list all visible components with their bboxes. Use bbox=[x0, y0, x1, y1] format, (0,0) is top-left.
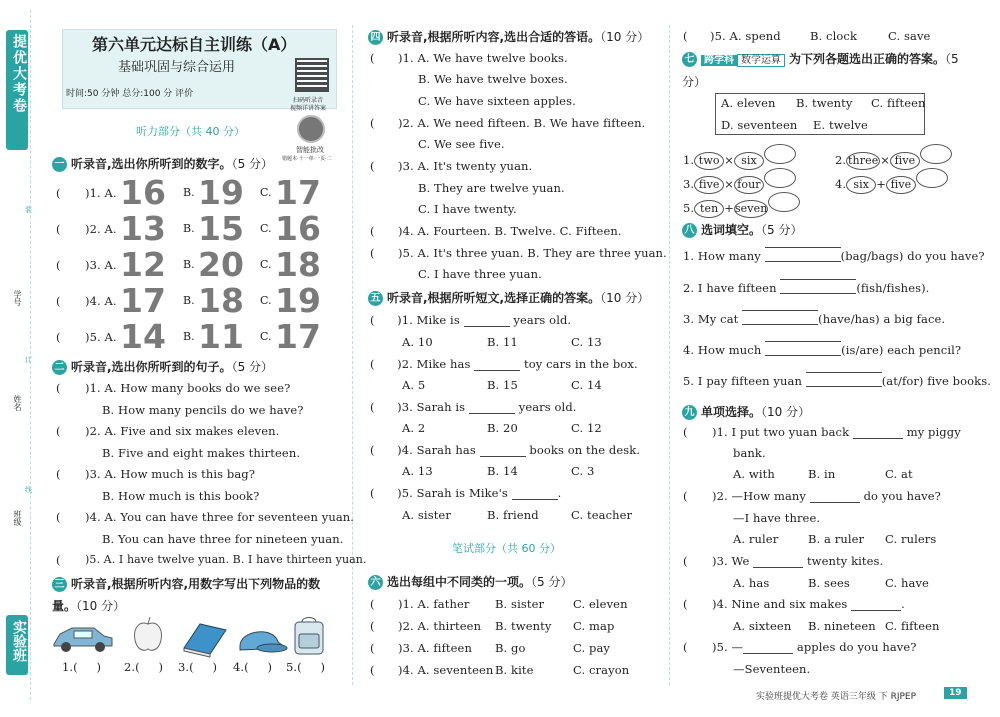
q1-label-b: B. bbox=[183, 186, 195, 199]
q5-number: )5. A. bbox=[85, 330, 117, 344]
s6-paren-3[interactable]: ( bbox=[370, 641, 375, 655]
q4-option-c[interactable]: 19 bbox=[275, 281, 321, 320]
exam-meta: 时间:50 分钟 总分:100 分 评价 bbox=[66, 89, 194, 99]
s5-q3[interactable] bbox=[370, 400, 577, 414]
s3-item-2[interactable] bbox=[124, 660, 163, 674]
section-9-text: 单项选择。 bbox=[701, 405, 762, 419]
section-8-text: 选词填空。 bbox=[701, 223, 762, 237]
eq4-op: + bbox=[876, 177, 886, 191]
s9-paren-5[interactable]: ( bbox=[683, 640, 688, 654]
s5-q1-text-2: years old. bbox=[513, 313, 572, 327]
s9-q3[interactable] bbox=[712, 554, 883, 568]
s9-q1-cont: bank. bbox=[733, 446, 766, 460]
page-title: 第六单元达标自主训练（A） bbox=[92, 35, 297, 54]
section-7-text: 为下列各题选出正确的答案。 bbox=[789, 52, 946, 66]
s6-q3-c[interactable]: C. pay bbox=[573, 641, 611, 655]
s3-item-4-close: ) bbox=[267, 660, 273, 674]
s9-q3-c[interactable]: C. have bbox=[885, 576, 929, 590]
q5-label-c: C. bbox=[260, 330, 272, 343]
s5-q3-text-2: years old. bbox=[518, 400, 577, 414]
s8-l3-a: 3. My cat bbox=[683, 312, 739, 326]
q4-label-b: B. bbox=[183, 294, 195, 307]
section-8-points: （5 分） bbox=[761, 223, 803, 237]
s8-line-3[interactable] bbox=[683, 312, 945, 326]
section-7-tag-2: 数学运算 bbox=[737, 54, 785, 67]
q1-option-a[interactable]: 16 bbox=[120, 173, 166, 212]
s5-q3-paren: ( bbox=[370, 400, 375, 414]
q1-option-c[interactable]: 17 bbox=[275, 173, 321, 212]
s6-q1-c[interactable]: C. eleven bbox=[573, 597, 628, 611]
side-field-name: 姓名 bbox=[13, 395, 22, 411]
s8-l2-b: (fish/fishes). bbox=[856, 281, 930, 295]
option-a: A. eleven bbox=[721, 96, 776, 110]
eq1-y: six bbox=[734, 152, 764, 170]
s6-paren-2[interactable]: ( bbox=[370, 619, 375, 633]
eq4-answer[interactable] bbox=[916, 168, 948, 188]
section-1-title bbox=[52, 155, 273, 172]
s5-q5-c[interactable]: C. teacher bbox=[571, 508, 633, 522]
s9-paren-1[interactable]: ( bbox=[683, 425, 688, 439]
s5-q4-text-2: books on the desk. bbox=[529, 443, 641, 457]
q2-option-c[interactable]: 16 bbox=[275, 209, 321, 248]
q1-number: )1. A. bbox=[85, 186, 117, 200]
section-4-title bbox=[368, 28, 649, 45]
s9-q5-cont: —Seventeen. bbox=[733, 662, 811, 676]
s9-q4-c[interactable]: C. fifteen bbox=[885, 619, 940, 633]
eq3-y: four bbox=[734, 176, 764, 194]
q4-label-c: C. bbox=[260, 294, 272, 307]
s5-q5[interactable] bbox=[370, 486, 561, 500]
q3-label-c: C. bbox=[260, 258, 272, 271]
s6-q5-c[interactable]: C. save bbox=[888, 29, 931, 43]
eq5-num: 5. bbox=[683, 201, 695, 215]
apple-picture bbox=[132, 616, 164, 658]
q4-paren[interactable]: ( bbox=[56, 294, 61, 308]
s6-q5-a[interactable]: )5. A. spend bbox=[710, 29, 781, 43]
s2-line-5[interactable]: )3. A. How much is this bag? bbox=[85, 467, 256, 481]
s9-q1-text: )1. I put two yuan back bbox=[712, 425, 850, 439]
s2-line-4[interactable]: B. Five and eight makes thirteen. bbox=[102, 446, 301, 460]
s5-q5-text: )5. Sarah is Mike's bbox=[397, 486, 508, 500]
q2-label-b: B. bbox=[183, 222, 195, 235]
s6-paren-1[interactable]: ( bbox=[370, 597, 375, 611]
s6-q1-a[interactable]: )1. A. father bbox=[398, 597, 470, 611]
s6-q4-a[interactable]: )4. A. seventeen bbox=[398, 663, 494, 677]
section-4-points: （10 分） bbox=[600, 30, 650, 44]
s6-q4-c[interactable]: C. crayon bbox=[573, 663, 630, 677]
s5-q1-paren: ( bbox=[370, 313, 375, 327]
s5-q5-text-2: . bbox=[557, 486, 562, 500]
s5-q2-a[interactable]: A. 5 bbox=[402, 378, 426, 392]
smart-grading-label: 智能批改 bbox=[296, 146, 324, 154]
s6-paren-4[interactable]: ( bbox=[370, 663, 375, 677]
column-divider-2 bbox=[669, 25, 670, 685]
q3-option-a[interactable]: 12 bbox=[120, 245, 166, 284]
s5-q1-text: )1. Mike is bbox=[397, 313, 460, 327]
s9-paren-3[interactable]: ( bbox=[683, 554, 688, 568]
s3-item-2-label: 2.( bbox=[124, 660, 140, 674]
section-5-text: 听录音,根据所听短文,选择正确的答案。 bbox=[387, 291, 601, 305]
section-1-text: 听录音,选出你所听到的数字。 bbox=[71, 157, 232, 171]
eq3-x: five bbox=[694, 176, 724, 194]
section-1-points: （5 分） bbox=[231, 157, 274, 171]
s2-paren-2[interactable]: ( bbox=[56, 424, 61, 438]
s3-item-5[interactable] bbox=[286, 660, 325, 674]
section-5-number: 五 bbox=[368, 291, 383, 306]
s9-q4-text-2: . bbox=[901, 597, 905, 611]
s6-q3-a[interactable]: )3. A. fifteen bbox=[398, 641, 472, 655]
q1-paren[interactable]: ( bbox=[56, 186, 61, 200]
side-field-number: 学号 bbox=[13, 290, 22, 306]
s4-paren-3[interactable]: ( bbox=[370, 159, 375, 173]
cap-picture bbox=[234, 622, 288, 660]
section-2-title bbox=[52, 358, 273, 375]
eq2-x: three bbox=[846, 152, 880, 170]
section-4-number: 四 bbox=[368, 30, 383, 45]
side-field-class: 班级 bbox=[13, 510, 22, 526]
q1-label-c: C. bbox=[260, 186, 272, 199]
section-9-number: 九 bbox=[682, 405, 697, 420]
q3-label-b: B. bbox=[183, 258, 195, 271]
section-8-title bbox=[682, 221, 802, 238]
q5-option-c[interactable]: 17 bbox=[275, 317, 321, 356]
s8-l1-a: 1. How many bbox=[683, 249, 761, 263]
section-3-title bbox=[52, 575, 320, 592]
s2-paren-3[interactable]: ( bbox=[56, 467, 61, 481]
footer-text: 实验班提优大考卷 英语三年级 下 RJPEP bbox=[756, 692, 917, 702]
s2-paren-5[interactable]: ( bbox=[56, 553, 61, 567]
q1-option-b[interactable]: 19 bbox=[198, 173, 244, 212]
s2-line-6[interactable]: B. How much is this book? bbox=[102, 489, 260, 503]
s8-line-5[interactable] bbox=[683, 374, 991, 388]
written-header: 笔试部分（共 60 分） bbox=[452, 542, 561, 555]
s4-paren-1[interactable]: ( bbox=[370, 51, 375, 65]
s3-item-5-close: ) bbox=[320, 660, 326, 674]
section-9-points: （10 分） bbox=[761, 405, 811, 419]
option-b: B. twenty bbox=[796, 96, 853, 110]
s3-item-5-label: 5.( bbox=[286, 660, 302, 674]
s5-q3-a[interactable]: A. 2 bbox=[402, 421, 426, 435]
s4-line-6[interactable]: )3. A. It's twenty yuan. bbox=[398, 159, 533, 173]
q5-option-b[interactable]: 11 bbox=[198, 317, 244, 356]
q5-label-b: B. bbox=[183, 330, 195, 343]
s9-q1-text-2: my piggy bbox=[906, 425, 961, 439]
s4-line-7[interactable]: B. They are twelve yuan. bbox=[418, 181, 565, 195]
section-2-text: 听录音,选出你所听到的句子。 bbox=[71, 360, 232, 374]
q5-option-a[interactable]: 14 bbox=[120, 317, 166, 356]
section-3-text-2: 量。 bbox=[52, 599, 77, 613]
s6-paren-5[interactable]: ( bbox=[683, 29, 688, 43]
s5-q4-text: )4. Sarah has bbox=[397, 443, 476, 457]
s5-q4[interactable] bbox=[370, 443, 640, 457]
schoolbag-picture bbox=[290, 616, 328, 660]
s5-q2-text: )2. Mike has bbox=[397, 357, 471, 371]
eq4-num: 4. bbox=[835, 177, 847, 191]
s5-q2-text-2: toy cars in the box. bbox=[524, 357, 638, 371]
equation-1 bbox=[683, 144, 796, 170]
s5-q4-c[interactable]: C. 3 bbox=[571, 464, 595, 478]
s3-item-4[interactable] bbox=[233, 660, 272, 674]
s5-q2[interactable] bbox=[370, 357, 638, 371]
s9-q4-text: )4. Nine and six makes bbox=[712, 597, 848, 611]
q2-number: )2. A. bbox=[85, 222, 117, 236]
section-2-number: 二 bbox=[52, 360, 67, 375]
option-d: D. seventeen bbox=[721, 118, 798, 132]
s8-line-2[interactable] bbox=[683, 281, 929, 295]
s2-line-2[interactable]: B. How many pencils do we have? bbox=[102, 403, 304, 417]
eq5-x: ten bbox=[694, 200, 724, 218]
section-8-number: 八 bbox=[682, 223, 697, 238]
s5-q5-paren: ( bbox=[370, 486, 375, 500]
s8-line-4[interactable] bbox=[683, 343, 961, 357]
s2-line-3[interactable]: )2. A. Five and six makes eleven. bbox=[85, 424, 280, 438]
section-2-points: （5 分） bbox=[231, 360, 274, 374]
s5-q4-b[interactable]: B. 14 bbox=[487, 464, 518, 478]
s2-line-8[interactable]: B. You can have three for nineteen yuan. bbox=[102, 532, 344, 546]
s5-q1[interactable] bbox=[370, 313, 571, 327]
section-6-points: （5 分） bbox=[531, 575, 573, 589]
section-5-points: （10 分） bbox=[600, 291, 650, 305]
section-3-title-cont bbox=[52, 597, 125, 614]
equation-5 bbox=[683, 192, 800, 218]
s4-line-11[interactable]: C. I have three yuan. bbox=[418, 267, 542, 281]
eq5-y: seven bbox=[734, 200, 768, 218]
eq1-answer[interactable] bbox=[764, 144, 796, 164]
side-mark-3: 线 bbox=[25, 486, 32, 494]
s9-q2-b[interactable]: B. a ruler bbox=[808, 532, 865, 546]
s4-line-4[interactable]: )2. A. We need fifteen. B. We have fifteen. bbox=[398, 116, 646, 130]
s2-paren-1[interactable]: ( bbox=[56, 381, 61, 395]
side-brand-text: 提优大考卷 bbox=[11, 34, 27, 114]
s3-item-2-close: ) bbox=[158, 660, 164, 674]
s5-q5-b[interactable]: B. friend bbox=[487, 508, 539, 522]
s2-line-9[interactable]: )5. A. I have twelve yuan. B. I have thirteen yuan. bbox=[85, 553, 367, 566]
s5-q3-text: )3. Sarah is bbox=[397, 400, 466, 414]
s2-paren-4[interactable]: ( bbox=[56, 510, 61, 524]
s4-line-3[interactable]: C. We have sixteen apples. bbox=[418, 94, 576, 108]
smart-grading-icon bbox=[297, 115, 325, 143]
s6-q4-b[interactable]: B. kite bbox=[495, 663, 534, 677]
s3-item-1-label: 1.( bbox=[62, 660, 78, 674]
equation-3 bbox=[683, 168, 796, 194]
eq1-op: × bbox=[724, 153, 734, 167]
s5-q5-a[interactable]: A. sister bbox=[402, 508, 451, 522]
side-bottom-brand: 实验班 bbox=[11, 620, 27, 662]
s5-q1-b[interactable]: B. 11 bbox=[487, 335, 518, 349]
s9-q3-text: )3. We bbox=[712, 554, 750, 568]
q5-paren[interactable]: ( bbox=[56, 330, 61, 344]
q3-option-b[interactable]: 20 bbox=[198, 245, 244, 284]
s9-q5-text: )5. — bbox=[712, 640, 744, 654]
s6-q2-b[interactable]: B. twenty bbox=[495, 619, 552, 633]
q3-paren[interactable]: ( bbox=[56, 258, 61, 272]
s5-q4-paren: ( bbox=[370, 443, 375, 457]
s8-l5-a: 5. I pay fifteen yuan bbox=[683, 374, 802, 388]
s9-q5-text-2: apples do you have? bbox=[796, 640, 917, 654]
s4-paren-5[interactable]: ( bbox=[370, 246, 375, 260]
s3-item-1-close: ) bbox=[96, 660, 102, 674]
column-divider-1 bbox=[352, 25, 353, 685]
eq3-op: × bbox=[724, 177, 734, 191]
s9-q2-cont: —I have three. bbox=[733, 511, 821, 525]
s5-q1-c[interactable]: C. 13 bbox=[571, 335, 602, 349]
side-cut-line bbox=[30, 10, 31, 700]
eq3-num: 3. bbox=[683, 177, 695, 191]
s9-q2[interactable] bbox=[712, 489, 941, 503]
side-mark-2: 订 bbox=[25, 356, 32, 364]
equation-2 bbox=[835, 144, 952, 170]
s6-q1-b[interactable]: B. sister bbox=[495, 597, 545, 611]
s4-line-2[interactable]: B. We have twelve boxes. bbox=[418, 72, 568, 86]
section-7-title bbox=[682, 50, 959, 67]
eq3-answer[interactable] bbox=[764, 168, 796, 188]
section-7-number: 七 bbox=[682, 52, 697, 67]
s9-paren-2[interactable]: ( bbox=[683, 489, 688, 503]
eq2-answer[interactable] bbox=[920, 144, 952, 164]
s9-q3-a[interactable]: A. has bbox=[733, 576, 770, 590]
s6-q2-a[interactable]: )2. A. thirteen bbox=[398, 619, 482, 633]
section-7-tag: 跨学科 bbox=[701, 55, 737, 66]
s9-q3-b[interactable]: B. sees bbox=[808, 576, 850, 590]
page-subtitle: 基础巩固与综合运用 bbox=[118, 60, 236, 75]
s3-item-3-close: ) bbox=[212, 660, 218, 674]
eq2-y: five bbox=[890, 152, 920, 170]
eq4-x: six bbox=[846, 176, 876, 194]
s5-q1-a[interactable]: A. 10 bbox=[402, 335, 433, 349]
book-picture bbox=[180, 618, 230, 662]
s6-q3-b[interactable]: B. go bbox=[495, 641, 526, 655]
s3-item-4-label: 4.( bbox=[233, 660, 249, 674]
eq2-num: 2. bbox=[835, 153, 847, 167]
qr-caption-1: 扫码听录音 bbox=[293, 97, 324, 104]
s2-line-7[interactable]: )4. A. You can have three for seventeen yuan. bbox=[85, 510, 355, 524]
s9-q4[interactable] bbox=[712, 597, 905, 611]
s5-q4-a[interactable]: A. 13 bbox=[402, 464, 433, 478]
s5-q2-b[interactable]: B. 15 bbox=[487, 378, 518, 392]
side-mark-1: 装 bbox=[25, 206, 32, 214]
s6-q5-b[interactable]: B. clock bbox=[810, 29, 858, 43]
s4-line-8[interactable]: C. I have twenty. bbox=[418, 202, 517, 216]
s9-q1-c[interactable]: C. at bbox=[885, 467, 913, 481]
eq5-answer[interactable] bbox=[768, 192, 800, 212]
eq1-num: 1. bbox=[683, 153, 695, 167]
s3-item-1[interactable] bbox=[62, 660, 101, 674]
s9-q1[interactable] bbox=[712, 425, 961, 439]
q2-label-c: C. bbox=[260, 222, 272, 235]
s9-q2-c[interactable]: C. rulers bbox=[885, 532, 937, 546]
section-5-title bbox=[368, 289, 649, 306]
s8-line-1[interactable] bbox=[683, 249, 985, 263]
s4-line-9[interactable]: )4. A. Fourteen. B. Twelve. C. Fifteen. bbox=[398, 224, 622, 238]
option-e: E. twelve bbox=[813, 118, 868, 132]
s9-q5[interactable] bbox=[712, 640, 917, 654]
q3-option-c[interactable]: 18 bbox=[275, 245, 321, 284]
s4-paren-4[interactable]: ( bbox=[370, 224, 375, 238]
section-7-points-cont: 分） bbox=[682, 75, 707, 89]
s5-q2-c[interactable]: C. 14 bbox=[571, 378, 602, 392]
s9-q3-text-2: twenty kites. bbox=[806, 554, 884, 568]
side-band bbox=[0, 0, 34, 717]
section-7-points: （5 bbox=[945, 52, 959, 66]
s4-line-1[interactable]: )1. A. We have twelve books. bbox=[398, 51, 568, 65]
s8-l1-b: (bag/bags) do you have? bbox=[840, 249, 985, 263]
s9-q4-b[interactable]: B. nineteen bbox=[808, 619, 876, 633]
s8-l4-a: 4. How much bbox=[683, 343, 762, 357]
option-c: C. fifteen bbox=[871, 96, 926, 110]
s9-q2-text: )2. —How many bbox=[712, 489, 807, 503]
eq5-op: + bbox=[724, 201, 734, 215]
s4-line-5[interactable]: C. We see five. bbox=[418, 137, 505, 151]
s9-q4-a[interactable]: A. sixteen bbox=[733, 619, 792, 633]
section-1-number: 一 bbox=[52, 157, 67, 172]
section-3-text: 听录音,根据所听内容,用数字写出下列物品的数 bbox=[71, 577, 321, 591]
s6-q2-c[interactable]: C. map bbox=[573, 619, 615, 633]
eq4-y: five bbox=[886, 176, 916, 194]
s4-paren-2[interactable]: ( bbox=[370, 116, 375, 130]
s4-line-10[interactable]: )5. A. It's three yuan. B. They are three yuan. bbox=[398, 246, 667, 260]
listening-header: 听力部分（共 40 分） bbox=[136, 125, 245, 138]
s9-q2-text-2: do you have? bbox=[863, 489, 941, 503]
section-9-title bbox=[682, 403, 810, 420]
s8-l3-b: (have/has) a big face. bbox=[818, 312, 946, 326]
q2-option-a[interactable]: 13 bbox=[120, 209, 166, 248]
q2-paren[interactable]: ( bbox=[56, 222, 61, 236]
section-6-number: 六 bbox=[368, 575, 383, 590]
q2-option-b[interactable]: 15 bbox=[198, 209, 244, 248]
s9-paren-4[interactable]: ( bbox=[683, 597, 688, 611]
s5-q3-c[interactable]: C. 12 bbox=[571, 421, 602, 435]
s9-q2-a[interactable]: A. ruler bbox=[733, 532, 779, 546]
s5-q2-paren: ( bbox=[370, 357, 375, 371]
q3-number: )3. A. bbox=[85, 258, 117, 272]
car-picture bbox=[50, 620, 116, 660]
qr-caption-2: 视频详讲答案 bbox=[290, 105, 327, 112]
q4-option-b[interactable]: 18 bbox=[198, 281, 244, 320]
page-number: 19 bbox=[944, 687, 967, 699]
eq2-op: × bbox=[880, 153, 890, 167]
section-3-number: 三 bbox=[52, 577, 67, 592]
s8-l5-b: (at/for) five books. bbox=[881, 374, 992, 388]
s9-q1-a[interactable]: A. with bbox=[733, 467, 775, 481]
equation-4 bbox=[835, 168, 948, 194]
section-6-text: 选出每组中不同类的一项。 bbox=[387, 575, 532, 589]
q4-number: )4. A. bbox=[85, 294, 117, 308]
qr-code[interactable] bbox=[295, 58, 329, 92]
s2-line-1[interactable]: )1. A. How many books do we see? bbox=[85, 381, 291, 395]
s5-q3-b[interactable]: B. 20 bbox=[487, 421, 518, 435]
smart-grading-sub: 错题本·十一单·一页·二 bbox=[282, 156, 332, 162]
s8-l2-a: 2. I have fifteen bbox=[683, 281, 777, 295]
s3-item-3-label: 3.( bbox=[178, 660, 194, 674]
eq1-x: two bbox=[694, 152, 724, 170]
section-4-text: 听录音,根据所听内容,选出合适的答语。 bbox=[387, 30, 601, 44]
s3-item-3[interactable] bbox=[178, 660, 217, 674]
section-6-title bbox=[368, 573, 572, 590]
s8-l4-b: (is/are) each pencil? bbox=[841, 343, 962, 357]
section-3-points: （10 分） bbox=[76, 599, 126, 613]
s9-q1-b[interactable]: B. in bbox=[808, 467, 836, 481]
q4-option-a[interactable]: 17 bbox=[120, 281, 166, 320]
